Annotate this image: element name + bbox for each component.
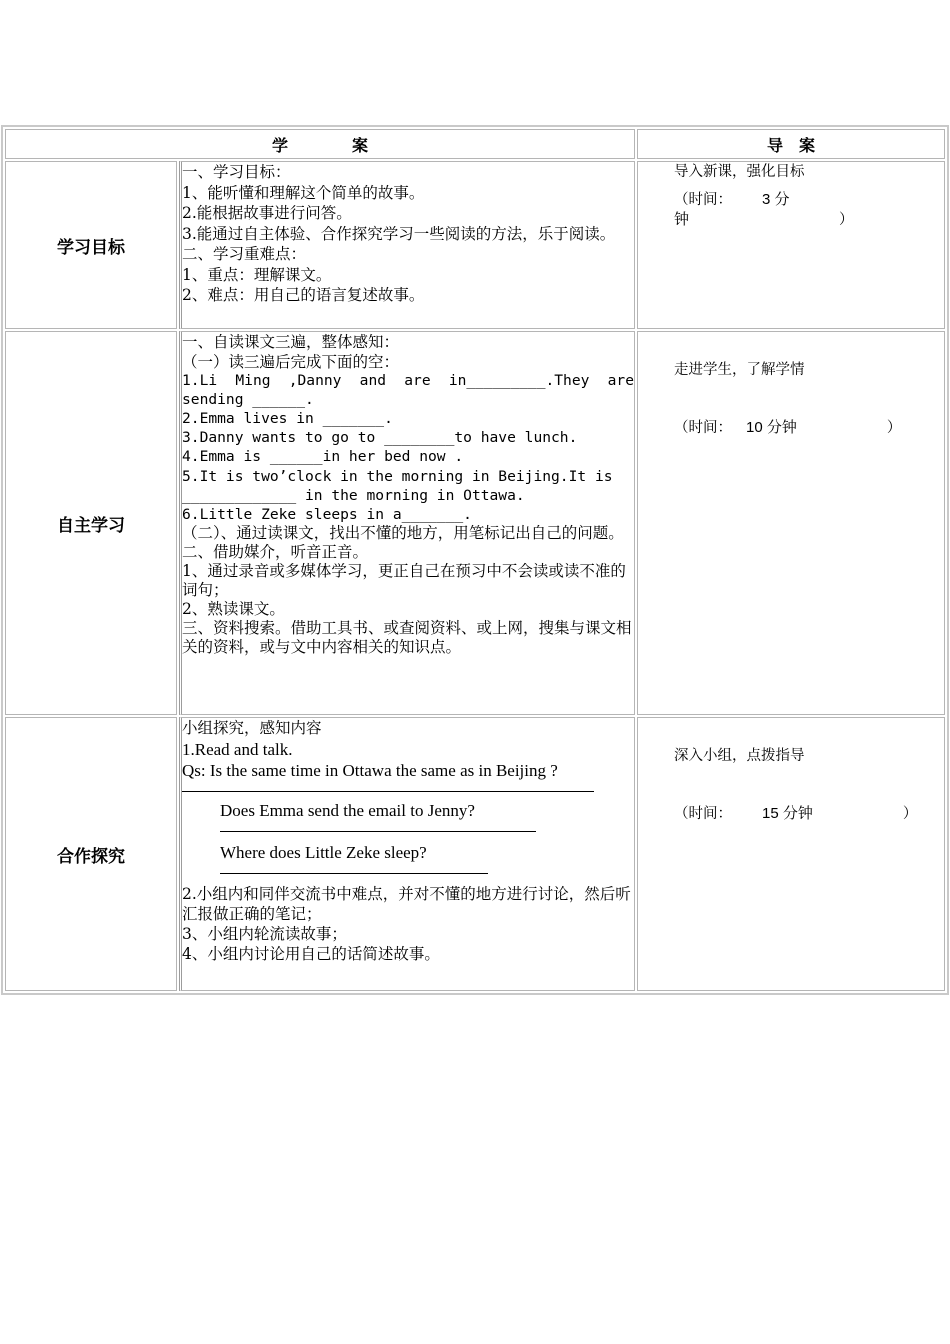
content-line: 二、学习重难点： <box>182 245 307 263</box>
question-line: Does Emma send the email to Jenny? <box>220 800 475 820</box>
content-line: 一、自读课文三遍，整体感知： <box>182 333 400 351</box>
time-close: ） <box>902 806 918 822</box>
time-open: （时间： <box>674 420 732 436</box>
guide-time <box>674 804 944 824</box>
content-line: 小组探究，感知内容 <box>182 719 322 737</box>
header-study-plan-text: 学 案 <box>271 137 368 155</box>
time-close: ） <box>839 212 854 228</box>
content-line: 2、熟读课文。 <box>182 600 285 619</box>
content-line: （一）读三遍后完成下面的空： <box>182 352 400 371</box>
answer-blank[interactable] <box>220 821 536 832</box>
time-value: 10 分钟 <box>746 419 797 436</box>
cooperative-inquiry-guide <box>637 717 945 991</box>
table-row <box>5 161 945 329</box>
table-row <box>5 717 945 991</box>
header-guide-plan <box>637 129 945 159</box>
answer-blank[interactable] <box>182 781 594 792</box>
read-and-talk-block <box>182 739 634 874</box>
answer-blank[interactable] <box>220 863 488 874</box>
content-line: 2、难点：用自己的语言复述故事。 <box>182 286 425 304</box>
exercise-line: 1.Li Ming ,Danny and are in_________.They are sending ______. <box>182 371 634 408</box>
time-close: ） <box>886 420 902 436</box>
exercise-line: 2.Emma lives in _______. <box>182 409 393 427</box>
time-open: （时间： <box>674 806 732 822</box>
content-line: 3.能通过自主体验、合作探究学习一些阅读的方法，乐于阅读。 <box>182 224 616 243</box>
content-line: （二）、通过读课文，找出不懂的地方，用笔标记出自己的问题。 <box>182 524 624 543</box>
fill-blank-exercises <box>182 371 634 525</box>
table-header-row <box>5 129 945 159</box>
row-label-learning-goals: 学习目标 <box>5 161 177 329</box>
content-line: 2.能根据故事进行问答。 <box>182 204 352 222</box>
learning-goals-guide <box>637 161 945 329</box>
guide-title: 走进学生，了解学情 <box>674 362 805 378</box>
self-study-guide <box>637 331 945 715</box>
row-label-cooperative-inquiry: 合作探究 <box>5 717 177 991</box>
exercise-line: _____________ in the morning in Ottawa. <box>182 486 525 504</box>
lesson-plan-table <box>1 125 949 995</box>
table-row <box>5 331 945 715</box>
content-line: 二、借助媒介，听音正音。 <box>182 543 369 562</box>
content-line: 1、能听懂和理解这个简单的故事。 <box>182 183 425 202</box>
guide-title: 深入小组，点拨指导 <box>674 748 805 764</box>
exercise-line: 3.Danny wants to go to ________to have lunch. <box>182 429 578 447</box>
cooperative-inquiry-content <box>179 717 635 991</box>
question-line: Qs: Is the same time in Ottawa the same as in Beijing ? <box>182 760 558 780</box>
exercise-line: 5.It is two’clock in the morning in Beijing.It is <box>182 467 613 485</box>
time-value: 3 分钟 <box>674 191 790 228</box>
time-open: （时间： <box>674 192 732 208</box>
self-study-content <box>179 331 635 715</box>
learning-goals-content <box>179 161 635 329</box>
time-value: 15 分钟 <box>762 805 813 822</box>
guide-title: 导入新课，强化目标 <box>674 164 805 180</box>
guide-time <box>674 190 944 230</box>
question-line: Where does Little Zeke sleep? <box>220 842 427 862</box>
content-line: 3、小组内轮流读故事； <box>182 924 347 943</box>
content-line: 一、学习目标： <box>182 163 291 181</box>
header-guide-plan-text: 导 案 <box>766 137 815 155</box>
read-talk-line: 1.Read and talk. <box>182 739 293 759</box>
content-line: 1、重点：理解课文。 <box>182 265 332 284</box>
guide-time <box>674 418 944 438</box>
exercise-line: 4.Emma is ______in her bed now . <box>182 448 464 466</box>
exercise-line: 6.Little Zeke sleeps in a_______. <box>182 505 472 523</box>
content-line: 2.小组内和同伴交流书中难点，并对不懂的地方进行讨论，然后听汇报做正确的笔记； <box>182 884 631 923</box>
row-label-self-study: 自主学习 <box>5 331 177 715</box>
header-study-plan <box>5 129 635 159</box>
content-line: 三、资料搜索。借助工具书、或查阅资料、或上网，搜集与课文相关的资料，或与文中内容相关的知识点。 <box>182 619 632 657</box>
content-line: 4、小组内讨论用自己的话简述故事。 <box>182 944 440 963</box>
content-line: 1、通过录音或多媒体学习，更正自己在预习中不会读或读不准的词句； <box>182 562 626 600</box>
